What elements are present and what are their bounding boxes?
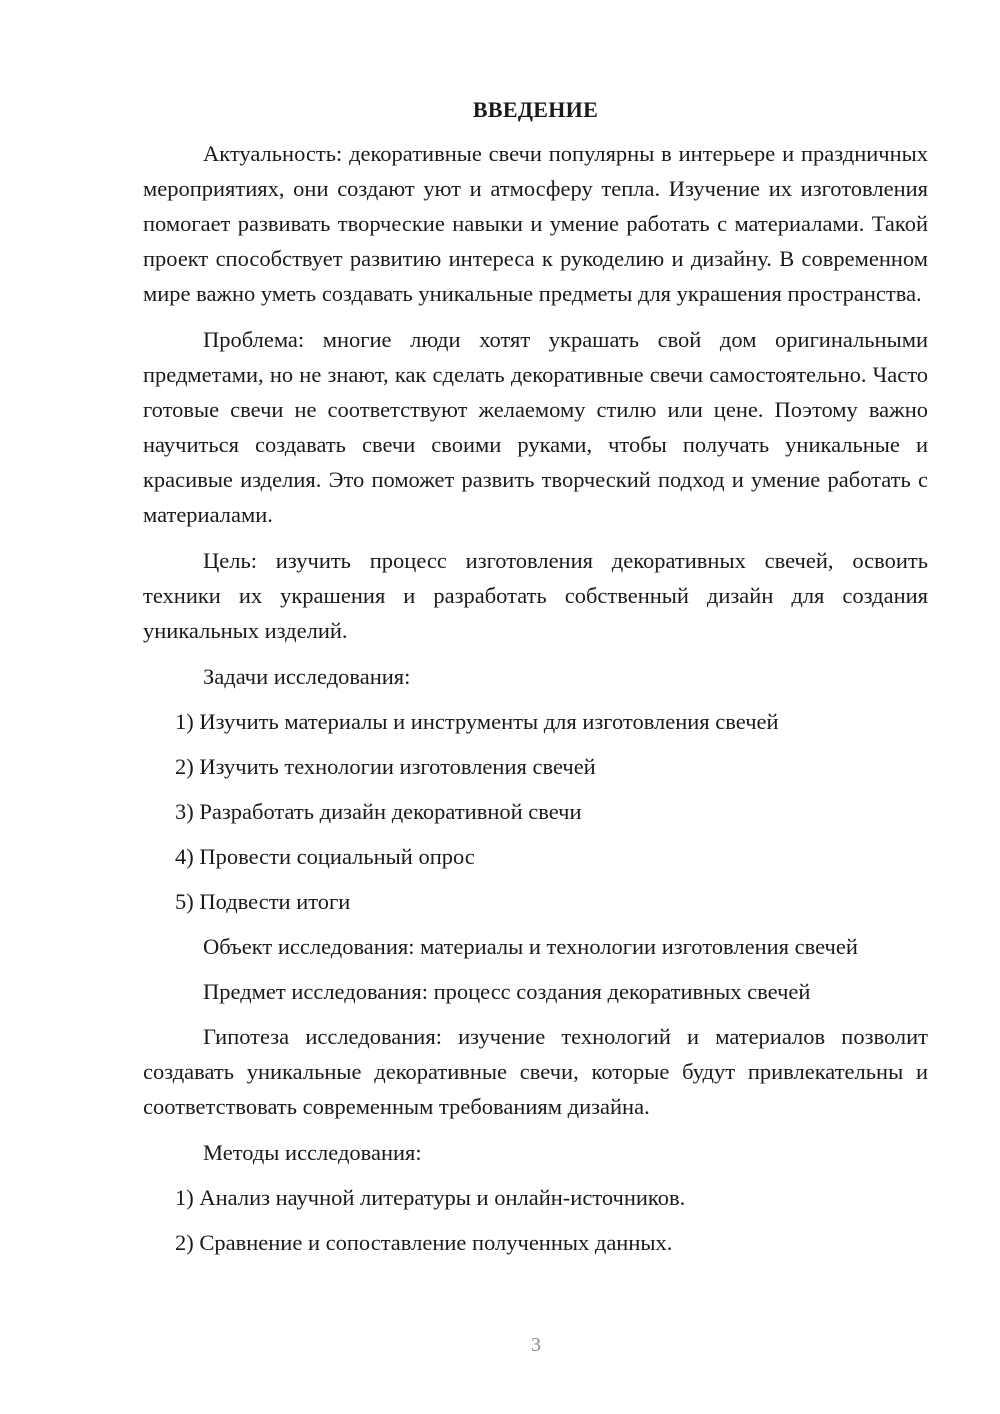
problem-paragraph: Проблема: многие люди хотят украшать свой дом оригинальными предметами, но не знают, как сделать декоративные свечи самостоятельно. Часто готовые свечи не соответствуют желаемому стилю или цене. Поэтому важно научиться создавать свечи своими руками, чтобы получать уникальные и красивые изделия. Это поможет развить творческий подход и умение работать с материалами. [143, 327, 928, 527]
methods-heading: Методы исследования: [203, 1140, 422, 1165]
task-item: 2) Изучить технологии изготовления свечей [175, 754, 596, 779]
page-number: 3 [531, 1334, 541, 1356]
task-item: 3) Разработать дизайн декоративной свечи [175, 799, 582, 824]
relevance-paragraph: Актуальность: декоративные свечи популярны в интерьере и праздничных мероприятиях, они создают уют и атмосферу тепла. Изучение их изготовления помогает развивать творческие навыки и умение работать с материалами. Такой проект способствует развитию интереса к рукоделию и дизайну. В современном мире важно уметь создавать уникальные предметы для украшения пространства. [143, 141, 928, 306]
page-title: ВВЕДЕНИЕ [472, 97, 599, 122]
document-page [143, 94, 928, 1270]
research-subject: Предмет исследования: процесс создания декоративных свечей [203, 979, 811, 1004]
goal-paragraph: Цель: изучить процесс изготовления декоративных свечей, освоить техники их украшения и разработать собственный дизайн для создания уникальных изделий. [143, 548, 928, 643]
hypothesis-paragraph: Гипотеза исследования: изучение технологий и материалов позволит создавать уникальные декоративные свечи, которые будут привлекательны и соответствовать современным требованиям дизайна. [143, 1024, 928, 1119]
method-item: 2) Сравнение и сопоставление полученных данных. [175, 1230, 673, 1255]
task-item: 4) Провести социальный опрос [175, 844, 475, 869]
research-object: Объект исследования: материалы и технологии изготовления свечей [203, 934, 858, 959]
method-item: 1) Анализ научной литературы и онлайн-источников. [175, 1185, 686, 1210]
task-item: 1) Изучить материалы и инструменты для изготовления свечей [175, 709, 779, 734]
task-item: 5) Подвести итоги [175, 889, 351, 914]
tasks-heading: Задачи исследования: [203, 664, 411, 689]
